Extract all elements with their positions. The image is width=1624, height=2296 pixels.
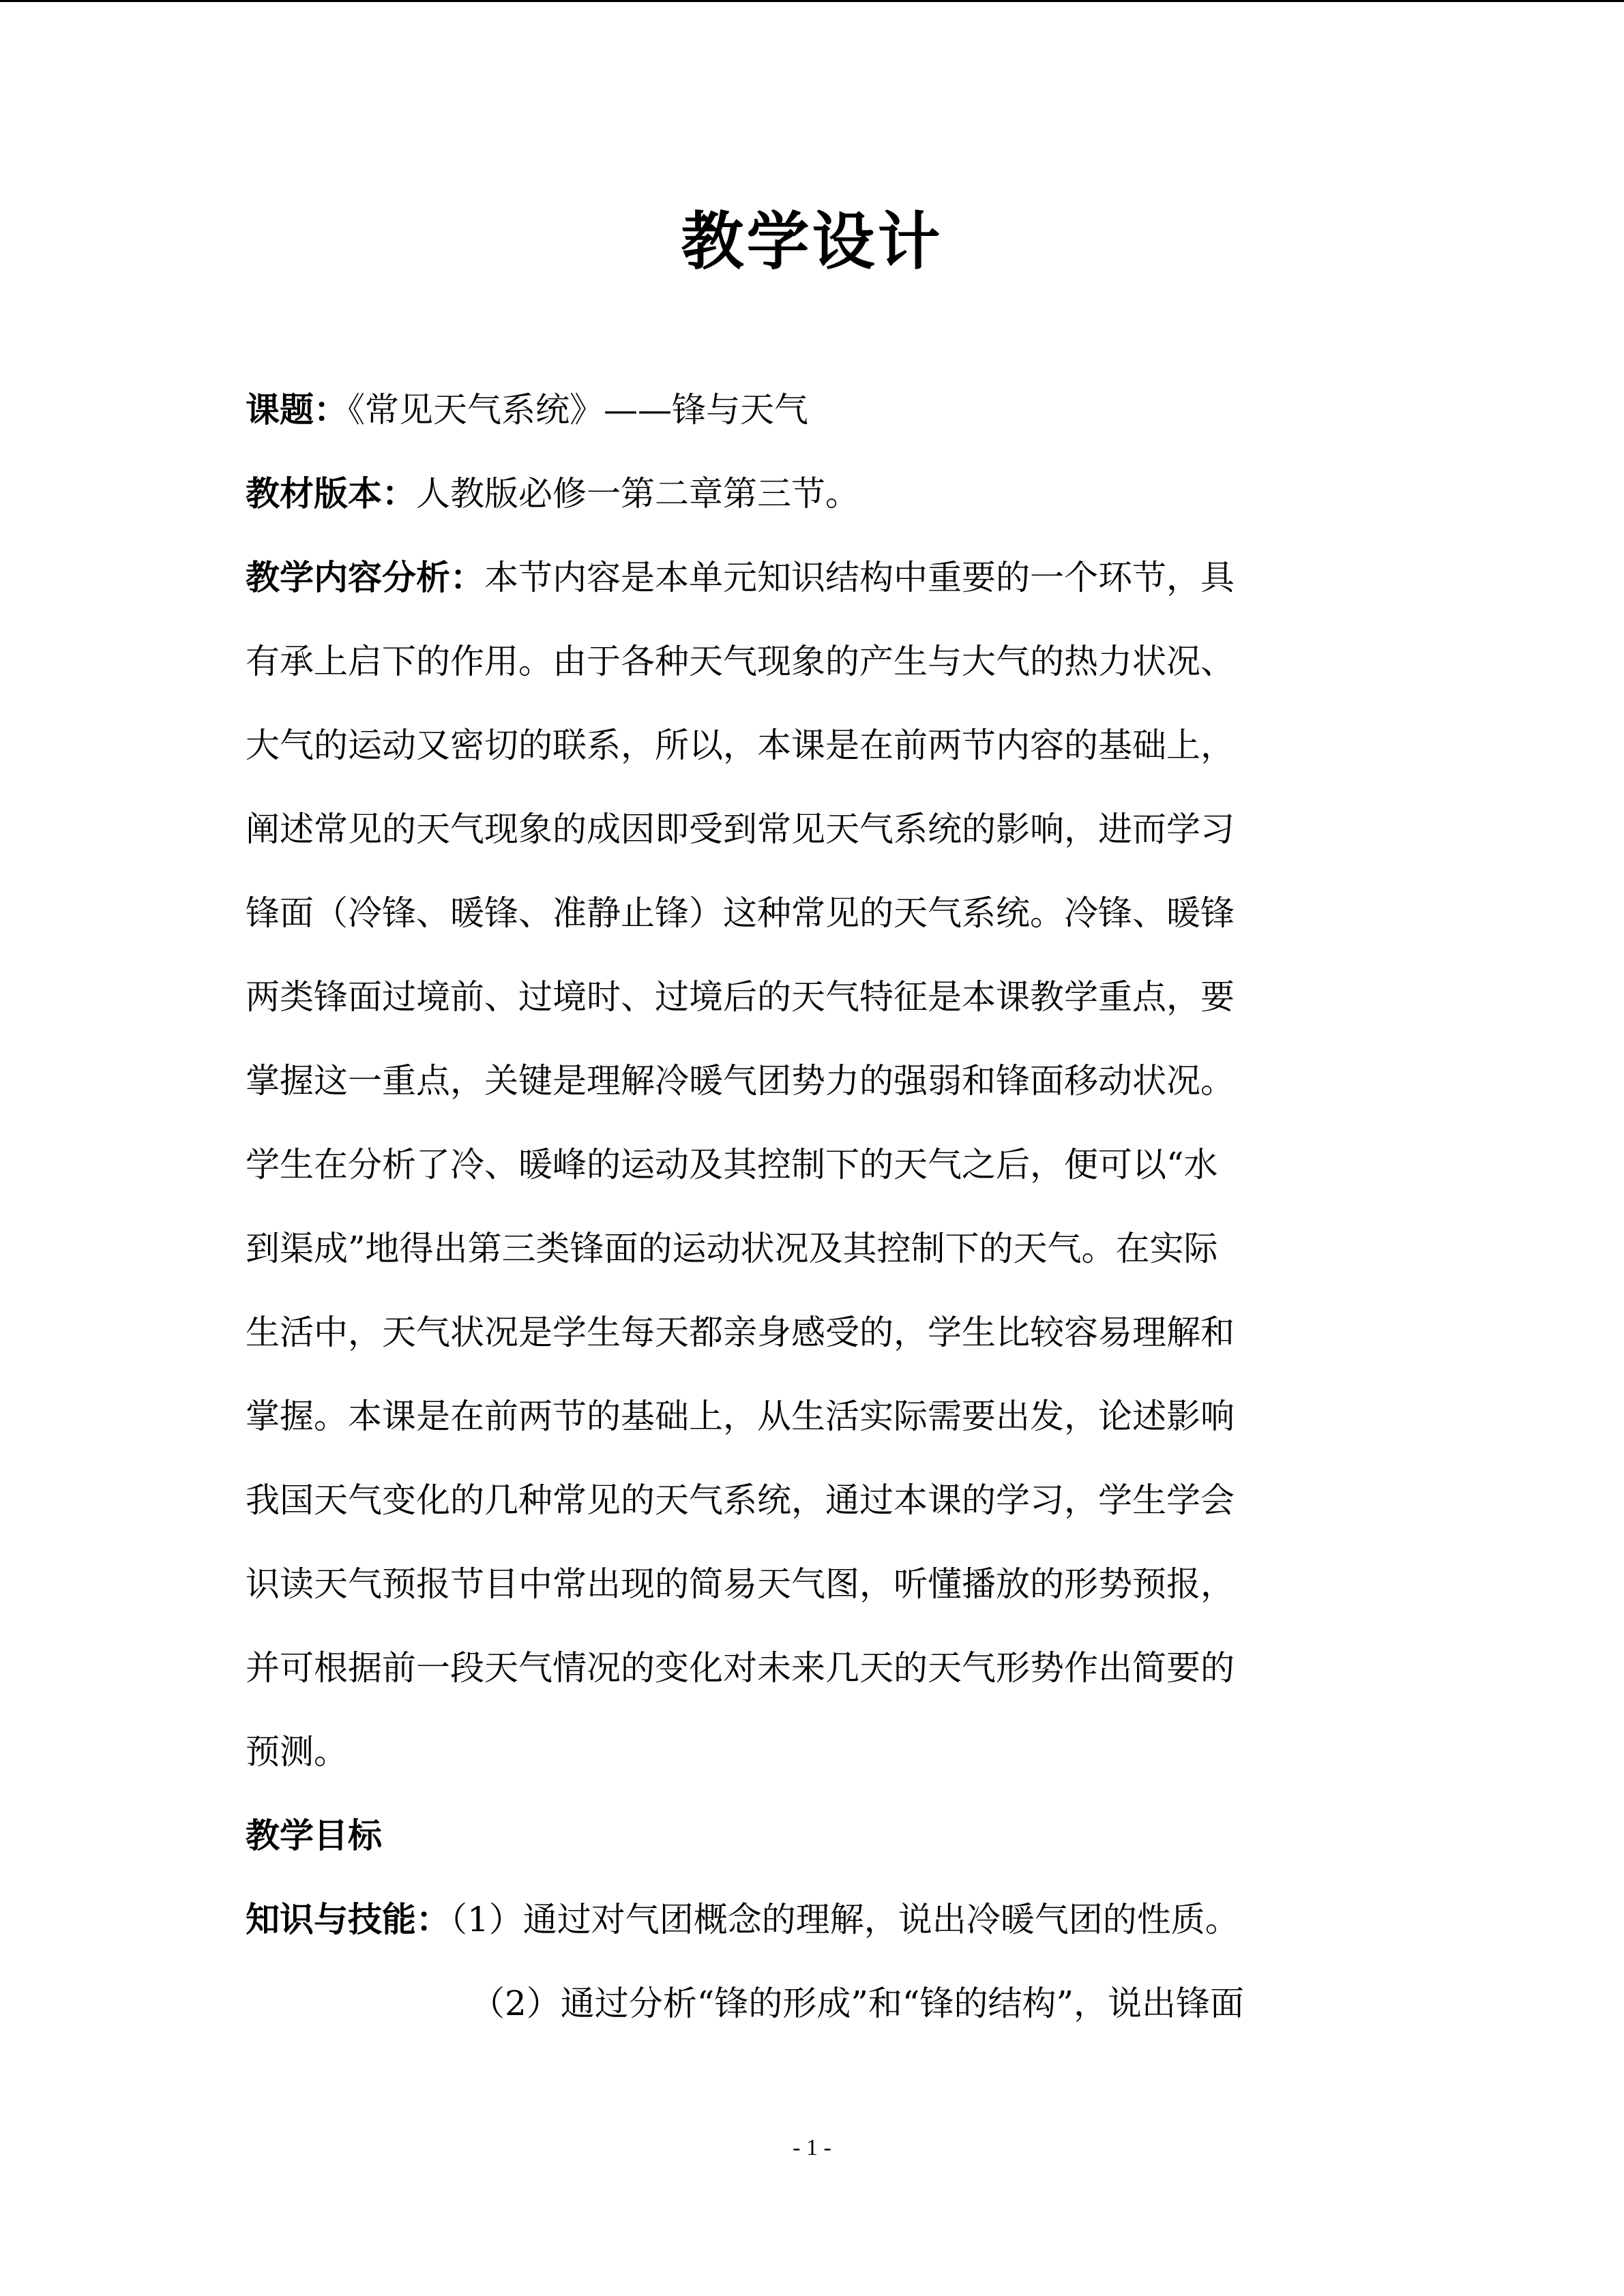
objectives-heading: 教学目标 [246,1816,382,1855]
edition-value: 人教版必修一第二章第三节。 [416,474,859,513]
analysis-line: 锋面（冷锋、暖锋、准静止锋）这种常见的天气系统。冷锋、暖锋 [246,893,1235,933]
knowledge-item: （1）通过对气团概念的理解，说出冷暖气团的性质。 [450,1900,1239,1939]
analysis-line: 掌握。本课是在前两节的基础上，从生活实际需要出发，论述影响 [246,1397,1235,1436]
analysis-text: 本节内容是本单元知识结构中重要的一个环节，具 [484,558,1235,597]
analysis-line: 并可根据前一段天气情况的变化对未来几天的天气形势作出简要的 [246,1648,1235,1688]
page-number: - 1 - [793,2135,831,2160]
knowledge-label: 知识与技能： [246,1900,450,1939]
analysis-line: 学生在分析了冷、暖峰的运动及其控制下的天气之后，便可以“水 [246,1145,1218,1184]
topic-value: 《常见天气系统》——锋与天气 [348,390,808,430]
analysis-line: 我国天气变化的几种常见的天气系统，通过本课的学习，学生学会 [246,1480,1235,1520]
knowledge-item: （2）通过分析“锋的形成”和“锋的结构”，说出锋面 [471,1984,1245,2023]
edition-label: 教材版本： [246,474,416,513]
analysis-line: 阐述常见的天气现象的成因即受到常见天气系统的影响，进而学习 [246,809,1235,849]
topic-line [246,368,1364,452]
knowledge-line [246,1878,1364,1962]
analysis-line: 预测。 [246,1732,348,1772]
document-body [246,368,1364,2046]
document-title: 教学设计 [681,205,943,278]
top-border-line [0,0,1624,2]
analysis-line: 到渠成”地得出第三类锋面的运动状况及其控制下的天气。在实际 [246,1229,1218,1268]
analysis-line: 大气的运动又密切的联系，所以，本课是在前两节内容的基础上， [246,726,1235,765]
analysis-line: 识读天气预报节目中常出现的简易天气图，听懂播放的形势预报， [246,1564,1235,1604]
analysis-line: 生活中，天气状况是学生每天都亲身感受的，学生比较容易理解和 [246,1313,1235,1352]
analysis-label: 教学内容分析： [246,558,484,597]
topic-label: 课题： [246,390,348,430]
analysis-line: 有承上启下的作用。由于各种天气现象的产生与大气的热力状况、 [246,642,1235,681]
edition-line [246,452,1364,536]
analysis-line: 掌握这一重点，关键是理解冷暖气团势力的强弱和锋面移动状况。 [246,1061,1235,1101]
analysis-line: 两类锋面过境前、过境时、过境后的天气特征是本课教学重点，要 [246,977,1235,1017]
analysis-line [246,536,1364,620]
